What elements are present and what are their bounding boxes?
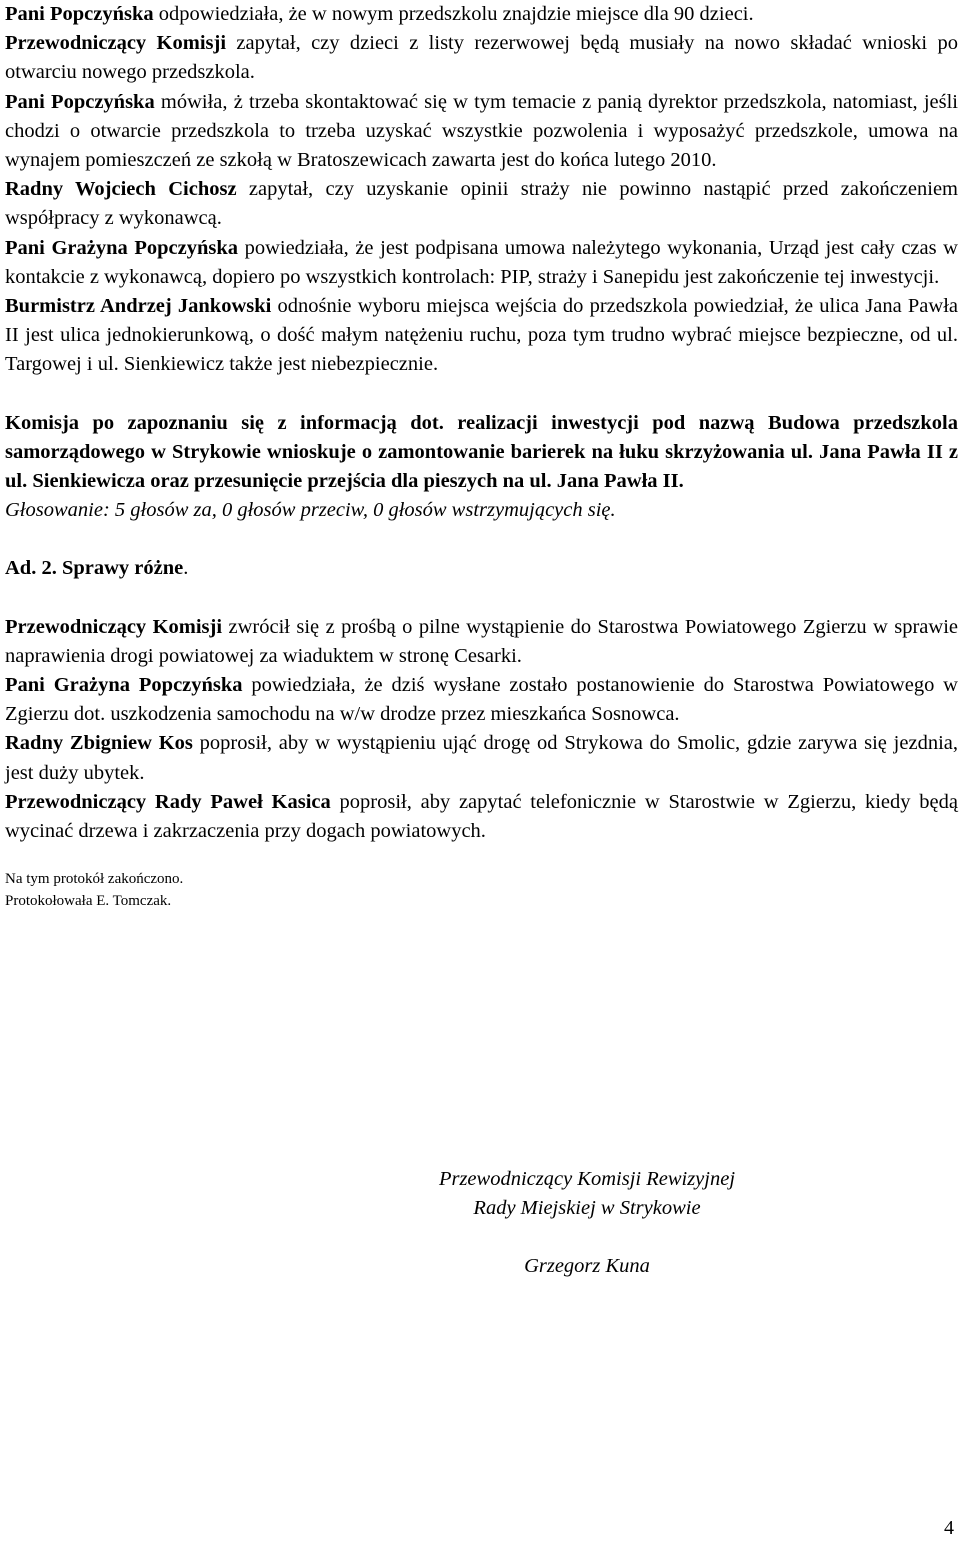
paragraph-1	[5, 0, 958, 29]
speaker-name: Przewodniczący Komisji	[5, 615, 223, 638]
speaker-name: Pani Grażyna Popczyńska	[5, 236, 238, 259]
speaker-name: Burmistrz Andrzej Jankowski	[5, 295, 272, 318]
paragraph-text: odpowiedziała, że w nowym przedszkolu znajdzie miejsce dla 90 dzieci.	[153, 3, 754, 25]
paragraph-6	[5, 292, 958, 380]
paragraph-4	[5, 175, 958, 233]
paragraph-text: powiedziała, że jest podpisana umowa należytego wykonania, Urząd jest cały czas w kontakcie z wykonawcą, dopiero po wszystkich kontrolach: PIP, straży i Sanepidu jest zakończenie tej inwestycji.	[5, 236, 958, 288]
signature-title-line-1: Przewodniczący Komisji Rewizyjnej	[438, 1168, 736, 1190]
paragraph-text: mówiła, ż trzeba skontaktować się w tym temacie z panią dyrektor przedszkola, natomiast, jeśli chodzi o otwarcie przedszkola to trzeba uzyskać wszystkie pozwolenia i wyposażyć przedszkole, umowa na wynajem pomieszczeń ze szkołą w Bratoszewicach zawarta jest do końca lutego 2010.	[5, 90, 958, 172]
speaker-name: Pani Grażyna Popczyńska	[5, 674, 243, 697]
speaker-name: Pani Popczyńska	[5, 90, 155, 113]
paragraph-3	[5, 88, 958, 176]
spacer	[5, 846, 958, 868]
spacer	[5, 584, 958, 613]
signature-block	[377, 1165, 797, 1282]
speaker-name: Przewodniczący Rady Paweł Kasica	[5, 790, 331, 813]
spacer	[377, 1223, 797, 1252]
paragraph-8	[5, 671, 958, 729]
paragraph-text: poprosił, aby w wystąpieniu ująć drogę od Strykowa do Smolic, gdzie zarywa się jezdnia, jest duży ubytek.	[5, 732, 958, 784]
paragraph-9	[5, 729, 958, 787]
paragraph-2	[5, 29, 958, 87]
speaker-name: Pani Popczyńska	[5, 3, 154, 25]
speaker-name: Przewodniczący Komisji	[5, 32, 227, 55]
section-heading	[5, 554, 958, 583]
signature-title-line-2: Rady Miejskiej w Strykowie	[473, 1197, 701, 1220]
section-heading-suffix: .	[183, 557, 189, 580]
paragraph-text: odnośnie wyboru miejsca wejścia do przedszkola powiedział, że ulica Jana Pawła II jest ulica jednokierunkową, o dość małym natężeniu ruchu, poza tym trudno wybrać miejsce bezpieczne, od ul. Targowej i ul. Sienkiewicz także jest niebezpiecznie.	[5, 295, 958, 376]
spacer	[5, 525, 958, 554]
closing-line-1: Na tym protokół zakończono.	[5, 871, 184, 888]
speaker-name: Radny Wojciech Cichosz	[5, 178, 237, 201]
paragraph-7	[5, 613, 958, 671]
document-page	[5, 0, 958, 912]
vote-result: Głosowanie: 5 głosów za, 0 głosów przeciw, 0 głosów wstrzymujących się.	[5, 499, 616, 522]
closing-line-2: Protokołowała E. Tomczak.	[5, 893, 172, 910]
signature-name: Grzegorz Kuna	[524, 1255, 650, 1278]
speaker-name: Radny Zbigniew Kos	[5, 732, 193, 755]
spacer	[5, 380, 958, 409]
resolution-paragraph	[5, 409, 958, 497]
section-heading-text: Ad. 2. Sprawy różne	[5, 557, 184, 580]
page-number: 4	[944, 1517, 954, 1539]
paragraph-text: zwrócił się z prośbą o pilne wystąpienie do Starostwa Powiatowego Zgierzu w sprawie naprawienia drogi powiatowej za wiaduktem w stronę Cesarki.	[5, 615, 958, 667]
paragraph-text: zapytał, czy dzieci z listy rezerwowej będą musiały na nowo składać wnioski po otwarciu nowego przedszkola.	[5, 32, 958, 84]
paragraph-text: zapytał, czy uzyskanie opinii straży nie powinno nastąpić przed zakończeniem współpracy z wykonawcą.	[5, 178, 958, 230]
paragraph-10	[5, 788, 958, 846]
paragraph-text: poprosił, aby zapytać telefonicznie w Starostwie w Zgierzu, kiedy będą wycinać drzewa i zakrzaczenia przy dogach powiatowych.	[5, 790, 958, 843]
paragraph-5	[5, 234, 958, 292]
paragraph-text: powiedziała, że dziś wysłane zostało postanowienie do Starostwa Powiatowego w Zgierzu dot. uszkodzenia samochodu na w/w drodze przez mieszkańca Sosnowca.	[5, 674, 958, 726]
resolution-text: Komisja po zapoznaniu się z informacją dot. realizacji inwestycji pod nazwą Budowa przedszkola samorządowego w Strykowie wnioskuje o zamontowanie barierek na łuku skrzyżowania ul. Jana Pawła II z ul. Sienkiewicza oraz przesunięcie przejścia dla pieszych na ul. Jana Pawła II.	[5, 411, 958, 493]
